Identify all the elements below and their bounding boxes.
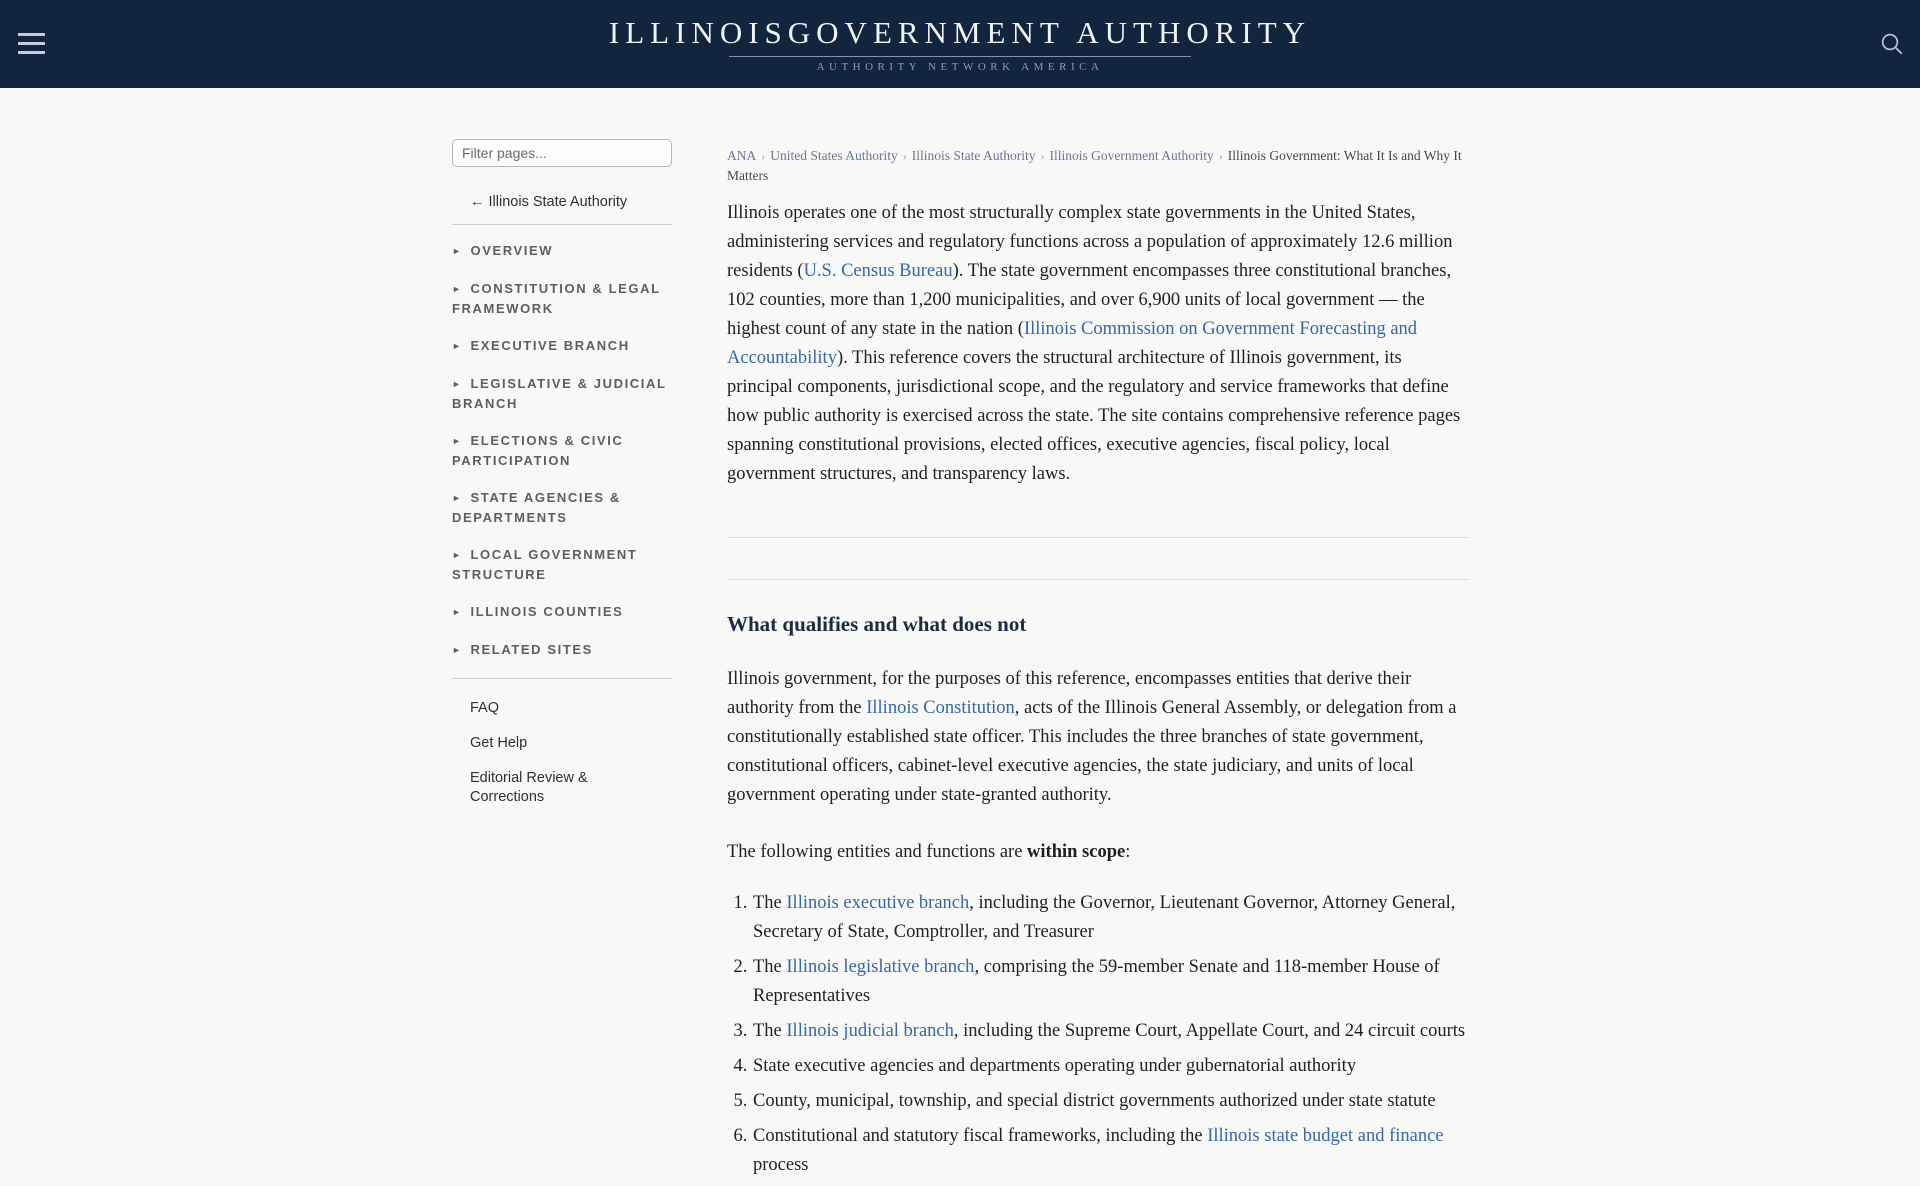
sidebar-section-label: RELATED SITES bbox=[470, 642, 593, 657]
text-segment: The bbox=[753, 893, 787, 913]
scope-list-item bbox=[752, 1122, 1469, 1180]
chevron-right-icon: ► bbox=[452, 379, 463, 389]
filter-pages-input[interactable] bbox=[452, 139, 672, 167]
hamburger-bar bbox=[18, 33, 45, 36]
sidebar-section-overview[interactable] bbox=[452, 241, 672, 261]
scope-list-item bbox=[752, 1087, 1469, 1116]
sidebar-link-editorial-review-corrections[interactable]: Editorial Review & Corrections bbox=[470, 770, 588, 805]
breadcrumb bbox=[727, 146, 1469, 186]
sidebar-section-related-sites[interactable] bbox=[452, 640, 672, 660]
scope-list-item bbox=[752, 1052, 1469, 1081]
text-segment: : bbox=[1125, 842, 1131, 862]
text-segment: , comprising the 59-member Senate and 118-member House of Representatives bbox=[753, 957, 1440, 1006]
sidebar-section-illinois-counties[interactable] bbox=[452, 602, 672, 622]
scope-list-item bbox=[752, 953, 1469, 1011]
text-segment: State executive agencies and departments operating under gubernatorial authority bbox=[753, 1056, 1357, 1076]
breadcrumb-separator: › bbox=[1218, 149, 1223, 163]
main-content bbox=[727, 88, 1469, 1186]
sidebar-section-label: CONSTITUTION & LEGAL FRAMEWORK bbox=[452, 281, 661, 316]
sidebar-footer-links bbox=[452, 693, 672, 807]
hamburger-bar bbox=[18, 42, 45, 45]
hamburger-bar bbox=[18, 51, 45, 54]
scope-paragraph bbox=[727, 665, 1469, 810]
sidebar-section-legislative-judicial-branch[interactable] bbox=[452, 374, 672, 413]
text-segment: ). The state government encompasses three constitutional branches, 102 counties, more than 1,200 municipalities, and over 6,900 units of local government — the highest count of any state in the nation ( bbox=[727, 261, 1452, 339]
inline-link[interactable]: Illinois state budget and finance bbox=[1207, 1126, 1444, 1146]
chevron-right-icon: ► bbox=[452, 284, 463, 294]
within-scope-list bbox=[727, 889, 1469, 1180]
section-divider bbox=[727, 537, 1469, 538]
section-divider bbox=[727, 579, 1469, 580]
text-segment: Constitutional and statutory fiscal frameworks, including the bbox=[753, 1126, 1208, 1146]
breadcrumb-separator: › bbox=[1040, 149, 1045, 163]
sidebar-divider-top bbox=[452, 224, 672, 225]
sidebar-section-label: STATE AGENCIES & DEPARTMENTS bbox=[452, 490, 621, 525]
site-header bbox=[0, 0, 1920, 88]
text-segment: The following entities and functions are bbox=[727, 842, 1028, 862]
sidebar-section-label: EXECUTIVE BRANCH bbox=[470, 338, 630, 353]
sidebar-divider-bottom bbox=[452, 678, 672, 679]
breadcrumb-separator: › bbox=[902, 149, 907, 163]
inline-link[interactable]: Illinois judicial branch bbox=[786, 1021, 954, 1041]
title-underline-rule bbox=[729, 56, 1191, 57]
text-segment: Illinois operates one of the most structurally complex state governments in the United States, administering services and regulatory functions across a population of approximately 12.6 million residents ( bbox=[727, 203, 1453, 281]
inline-link[interactable]: Illinois executive branch bbox=[786, 893, 970, 913]
text-segment: ). This reference covers the structural architecture of Illinois government, its principal components, jurisdictional scope, and the regulatory and service frameworks that define how public authority is exercised across the state. The site contains comprehensive reference pages spanning constitutional provisions, elected offices, executive agencies, fiscal policy, local government structures, and transparency laws. bbox=[727, 348, 1461, 484]
search-icon[interactable] bbox=[1878, 30, 1906, 58]
sidebar-section-constitution-legal-framework[interactable] bbox=[452, 279, 672, 318]
section-heading: What qualifies and what does not bbox=[727, 612, 1027, 636]
text-segment: , including the Supreme Court, Appellate Court, and 24 circuit courts bbox=[953, 1021, 1466, 1041]
text-segment: process bbox=[753, 1155, 809, 1175]
inline-link[interactable]: Illinois Constitution bbox=[866, 698, 1015, 718]
sidebar-section-label: ELECTIONS & CIVIC PARTICIPATION bbox=[452, 433, 624, 468]
sidebar-section-label: ILLINOIS COUNTIES bbox=[470, 604, 624, 619]
sidebar-section-label: OVERVIEW bbox=[470, 243, 554, 258]
scope-list-item bbox=[752, 1017, 1469, 1046]
sidebar-sections bbox=[452, 239, 672, 660]
sidebar-section-local-government-structure[interactable] bbox=[452, 545, 672, 584]
back-link-illinois-state-authority[interactable]: ← Illinois State Authority bbox=[470, 194, 628, 210]
site-title[interactable]: ILLINOISGOVERNMENT AUTHORITY bbox=[608, 15, 1312, 50]
inline-link[interactable]: U.S. Census Bureau bbox=[803, 261, 953, 281]
chevron-right-icon: ► bbox=[452, 645, 463, 655]
inline-link[interactable]: Illinois legislative branch bbox=[786, 957, 975, 977]
sidebar-section-label: LOCAL GOVERNMENT STRUCTURE bbox=[452, 547, 638, 582]
chevron-right-icon: ► bbox=[452, 493, 463, 503]
breadcrumb-separator: › bbox=[761, 149, 766, 163]
text-segment: , acts of the Illinois General Assembly, or delegation from a constitutionally established state officer. This includes the three branches of state government, constitutional officers, cabinet-level executive agencies, the state judiciary, and units of local government operating under state-granted authority. bbox=[727, 698, 1457, 805]
text-segment: The bbox=[753, 957, 787, 977]
intro-paragraph bbox=[727, 199, 1469, 489]
text-segment: The bbox=[753, 1021, 787, 1041]
sidebar bbox=[452, 88, 672, 823]
inline-link[interactable]: Illinois Commission on Government Forecasting and Accountability bbox=[727, 319, 1418, 368]
chevron-right-icon: ► bbox=[452, 550, 463, 560]
sidebar-link-get-help[interactable]: Get Help bbox=[470, 735, 528, 751]
sidebar-section-executive-branch[interactable] bbox=[452, 336, 672, 356]
text-segment: Illinois government, for the purposes of this reference, encompasses entities that derive their authority from the bbox=[727, 669, 1412, 718]
breadcrumb-link[interactable]: ANA bbox=[727, 148, 757, 163]
sidebar-section-elections-civic-participation[interactable] bbox=[452, 431, 672, 470]
within-scope-lead bbox=[727, 838, 1469, 867]
breadcrumb-link[interactable]: Illinois Government Authority bbox=[1049, 148, 1214, 163]
article-body bbox=[727, 199, 1469, 1180]
chevron-right-icon: ► bbox=[452, 246, 463, 256]
breadcrumb-link[interactable]: Illinois State Authority bbox=[911, 148, 1036, 163]
sidebar-section-label: LEGISLATIVE & JUDICIAL BRANCH bbox=[452, 376, 667, 411]
bold-text: within scope bbox=[1027, 842, 1126, 862]
chevron-right-icon: ► bbox=[452, 607, 463, 617]
sidebar-link-faq[interactable]: FAQ bbox=[470, 700, 500, 716]
page-layout bbox=[0, 88, 1920, 1186]
site-subtitle: AUTHORITY NETWORK AMERICA bbox=[816, 61, 1104, 73]
text-segment: , including the Governor, Lieutenant Governor, Attorney General, Secretary of State, Comptroller, and Treasurer bbox=[753, 893, 1456, 942]
sidebar-section-state-agencies-departments[interactable] bbox=[452, 488, 672, 527]
chevron-right-icon: ► bbox=[452, 436, 463, 446]
breadcrumb-current-page: Illinois Government: What It Is and Why It Matters bbox=[727, 148, 1462, 183]
text-segment: County, municipal, township, and special district governments authorized under state statute bbox=[753, 1091, 1436, 1111]
chevron-right-icon: ► bbox=[452, 341, 463, 351]
breadcrumb-link[interactable]: United States Authority bbox=[770, 148, 898, 163]
scope-list-item bbox=[752, 889, 1469, 947]
hamburger-menu-icon[interactable] bbox=[18, 28, 46, 58]
